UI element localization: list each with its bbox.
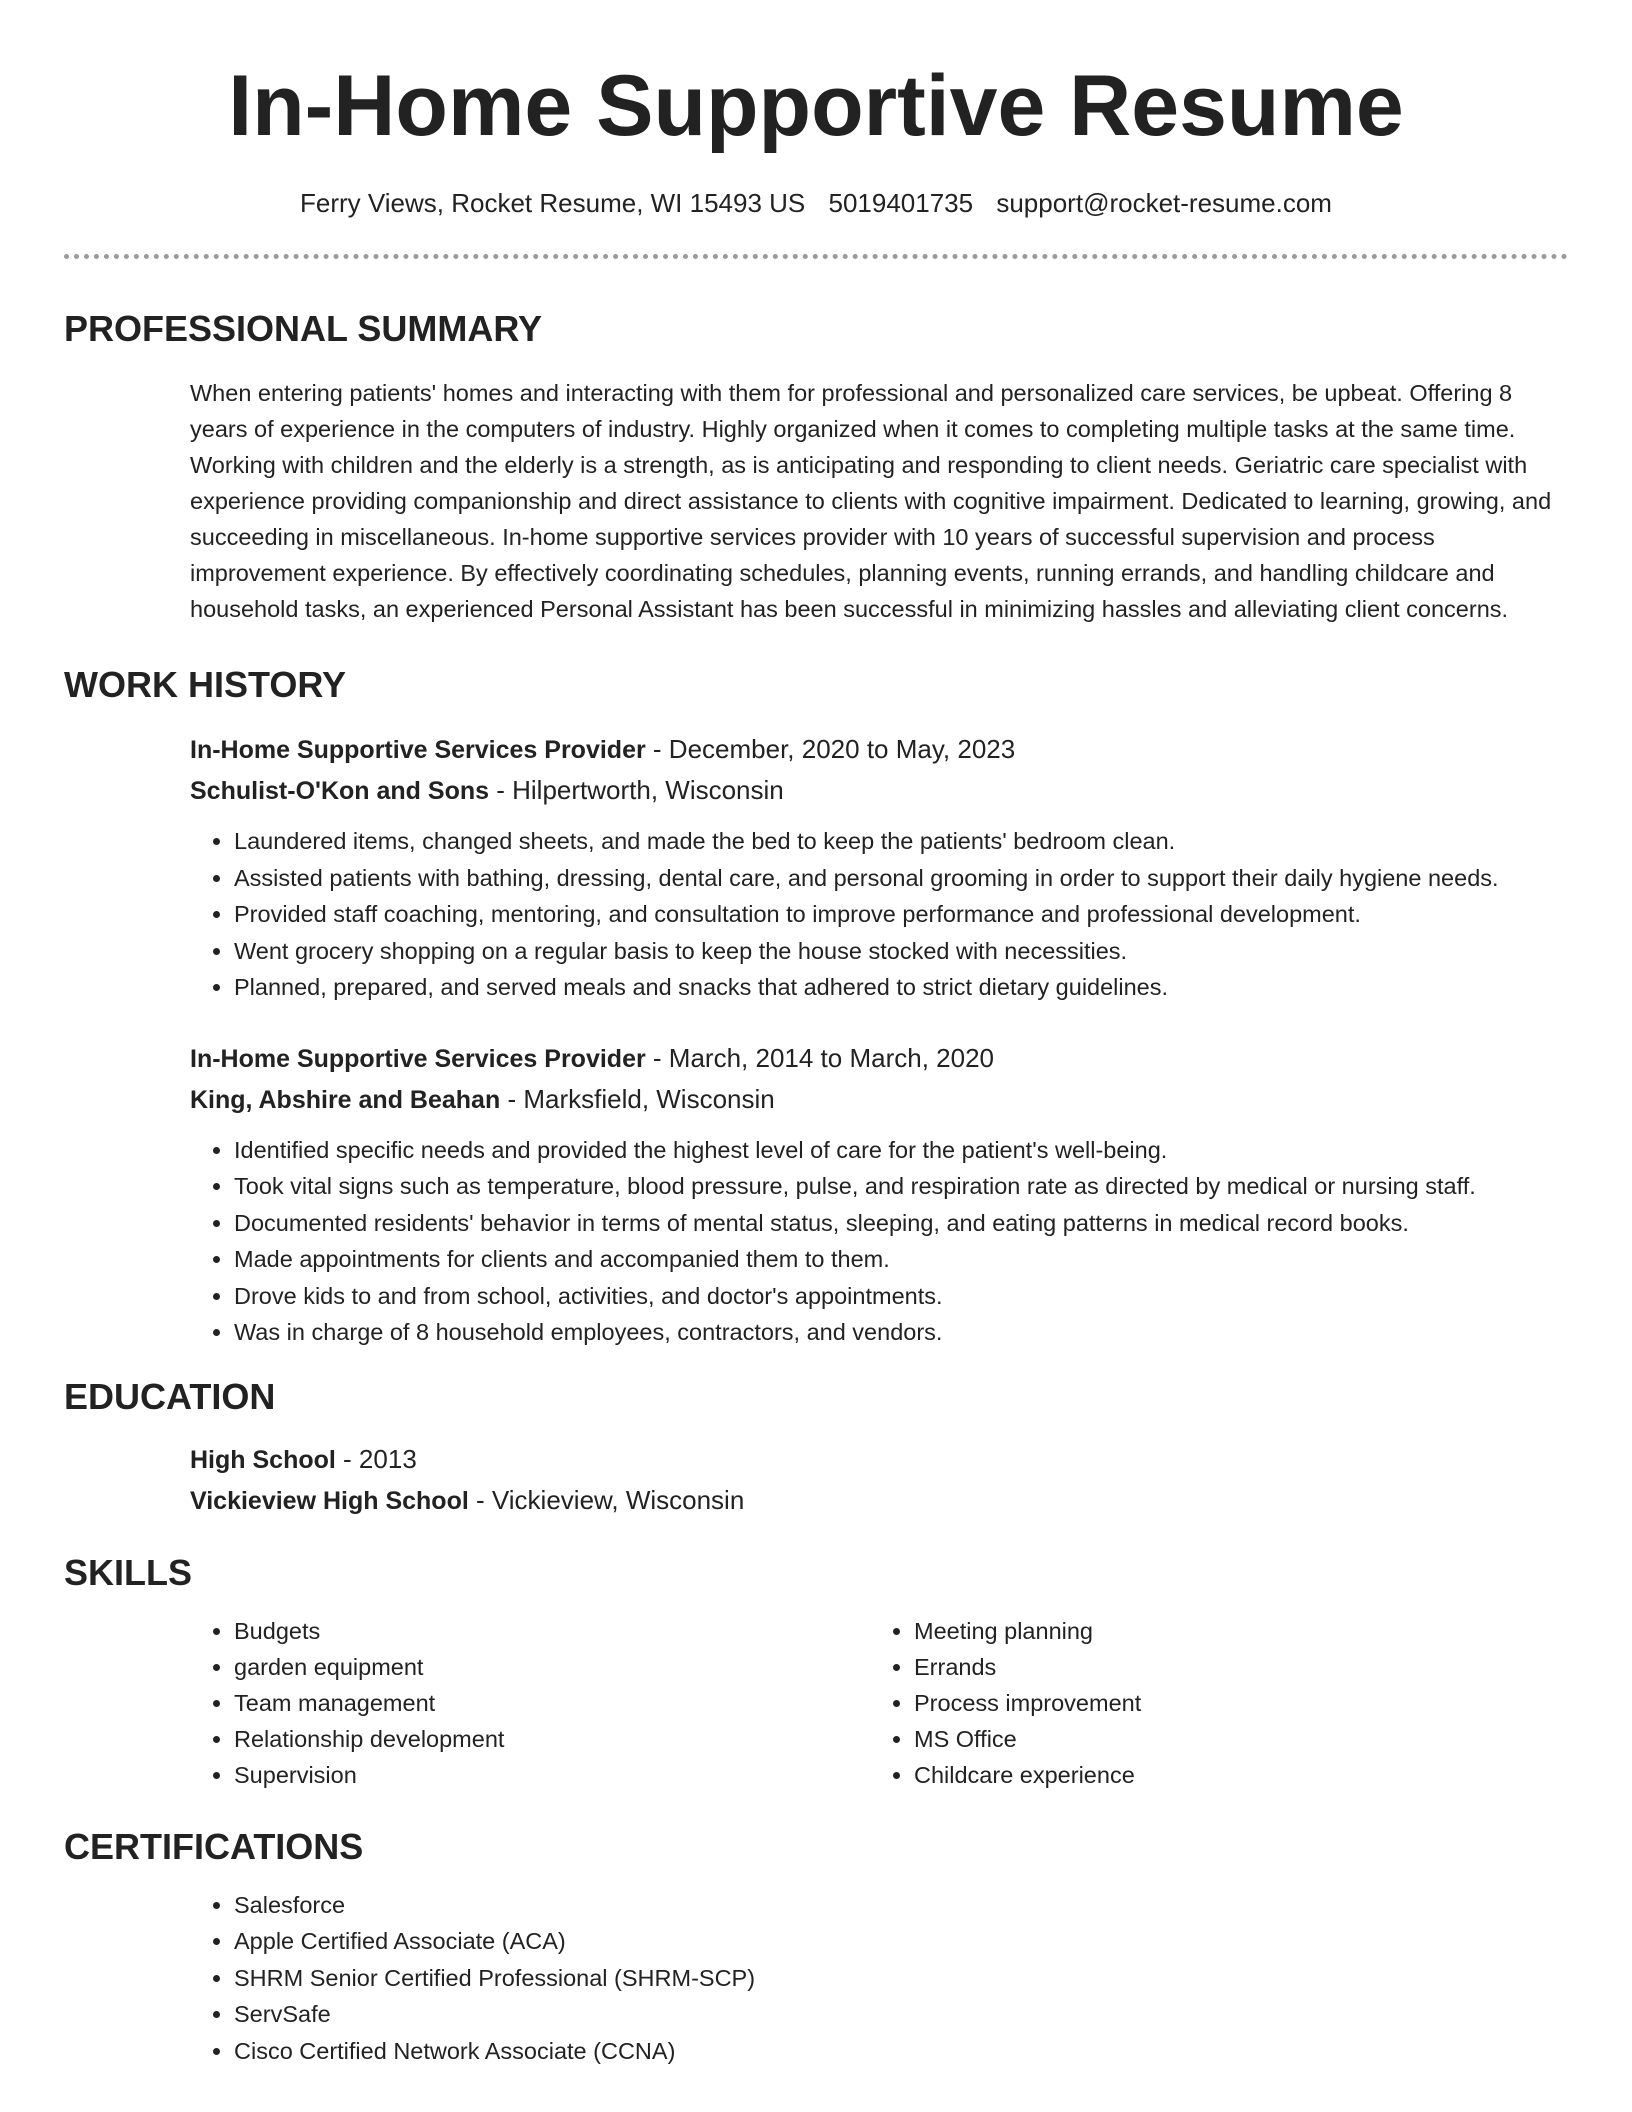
list-item: • Provided staff coaching, mentoring, and consultation to improve performance and professional development. — [234, 896, 1568, 933]
certification-item: • ServSafe — [234, 1996, 1568, 2033]
list-item: • Went grocery shopping on a regular basis to keep the house stocked with necessities. — [234, 933, 1568, 970]
certification-item: • Cisco Certified Network Associate (CCNA) — [234, 2033, 1568, 2070]
job-entry — [190, 1038, 1568, 1351]
skill-item: • Childcare experience — [914, 1757, 1550, 1793]
job-location: - Hilpertworth, Wisconsin — [489, 775, 784, 805]
certifications-heading: CERTIFICATIONS — [64, 1825, 364, 1867]
work-history-heading: WORK HISTORY — [64, 664, 347, 705]
job-title-line — [190, 729, 1568, 770]
education-school-line — [190, 1480, 1568, 1521]
certification-item: • Apple Certified Associate (ACA) — [234, 1923, 1568, 1960]
certifications-section — [64, 1825, 1568, 2070]
header-divider — [64, 254, 1568, 259]
job-duties-list — [190, 1132, 1568, 1351]
contact-email: support@rocket-resume.com — [996, 188, 1332, 218]
job-location: - Marksfield, Wisconsin — [500, 1083, 775, 1114]
skills-heading: SKILLS — [64, 1551, 193, 1593]
job-title: In-Home Supportive Services Provider — [190, 1044, 646, 1073]
education-school: Vickieview High School — [190, 1486, 469, 1515]
job-company: Schulist-O'Kon and Sons — [190, 777, 490, 805]
skill-item: • Meeting planning — [914, 1613, 1550, 1649]
education-section — [64, 1375, 1568, 1521]
education-location: - Vickieview, Wisconsin — [468, 1484, 745, 1515]
education-year: - 2013 — [335, 1443, 417, 1474]
job-entry — [190, 729, 1568, 1006]
list-item: • Took vital signs such as temperature, blood pressure, pulse, and respiration rate as directed by medical or nursing staff. — [234, 1168, 1568, 1205]
contact-phone: 5019401735 — [828, 188, 974, 218]
list-item: • Planned, prepared, and served meals and snacks that adhered to strict dietary guidelines. — [234, 969, 1568, 1006]
job-duties-list — [190, 823, 1568, 1006]
skills-list-left — [190, 1613, 870, 1793]
list-item: • Documented residents' behavior in terms of mental status, sleeping, and eating patterns in medical record books. — [234, 1205, 1568, 1242]
summary-text: When entering patients' homes and interacting with them for professional and personalized care services, be upbeat. Offering 8 years of experience in the computers of industry. Highly organized when it comes to completing multiple tasks at the same time. Working with children and the elderly is a strength, as is anticipating and responding to client needs. Geriatric care specialist with experience providing companionship and direct assistance to clients with cognitive impairment. Dedicated to learning, growing, and succeeding in miscellaneous. In-home supportive services provider with 10 years of successful supervision and process improvement experience. By effectively coordinating schedules, planning events, running errands, and handling childcare and household tasks, an experienced Personal Assistant has been successful in minimizing hassles and alleviating client concerns. — [190, 380, 1552, 622]
skill-item: • Errands — [914, 1649, 1550, 1685]
skills-section — [64, 1551, 1568, 1793]
education-degree: High School — [190, 1445, 336, 1474]
education-heading: EDUCATION — [64, 1375, 276, 1417]
list-item: • Identified specific needs and provided the highest level of care for the patient's well-being. — [234, 1132, 1568, 1169]
skill-item: • garden equipment — [234, 1649, 870, 1685]
job-title-line — [190, 1038, 1568, 1079]
contact-address: Ferry Views, Rocket Resume, WI 15493 US — [300, 188, 806, 218]
summary-heading: PROFESSIONAL SUMMARY — [64, 308, 543, 349]
list-item: • Was in charge of 8 household employees, contractors, and vendors. — [234, 1314, 1568, 1351]
skill-item: • Process improvement — [914, 1685, 1550, 1721]
job-dates: - December, 2020 to May, 2023 — [645, 734, 1016, 764]
resume-title: In-Home Supportive Resume — [228, 58, 1404, 154]
contact-line — [0, 186, 1632, 220]
skill-item: • Relationship development — [234, 1721, 870, 1757]
certification-item: • Salesforce — [234, 1887, 1568, 1924]
skill-item: • Supervision — [234, 1757, 870, 1793]
certification-item: • SHRM Senior Certified Professional (SHRM-SCP) — [234, 1960, 1568, 1997]
work-history-section — [64, 663, 1568, 1351]
job-company-line — [190, 770, 1568, 811]
skills-columns — [190, 1613, 1568, 1793]
job-title: In-Home Supportive Services Provider — [190, 736, 646, 764]
skill-item: • Budgets — [234, 1613, 870, 1649]
education-degree-line — [190, 1439, 1568, 1480]
skill-item: • MS Office — [914, 1721, 1550, 1757]
summary-section — [64, 307, 1568, 627]
job-company: King, Abshire and Beahan — [190, 1085, 501, 1114]
certifications-list — [190, 1887, 1568, 2070]
list-item: • Made appointments for clients and accompanied them to them. — [234, 1241, 1568, 1278]
list-item: • Laundered items, changed sheets, and made the bed to keep the patients' bedroom clean. — [234, 823, 1568, 860]
job-company-line — [190, 1079, 1568, 1120]
job-dates: - March, 2014 to March, 2020 — [645, 1042, 994, 1073]
skills-list-right — [870, 1613, 1550, 1793]
list-item: • Drove kids to and from school, activities, and doctor's appointments. — [234, 1278, 1568, 1315]
skill-item: • Team management — [234, 1685, 870, 1721]
list-item: • Assisted patients with bathing, dressing, dental care, and personal grooming in order to support their daily hygiene needs. — [234, 860, 1568, 897]
